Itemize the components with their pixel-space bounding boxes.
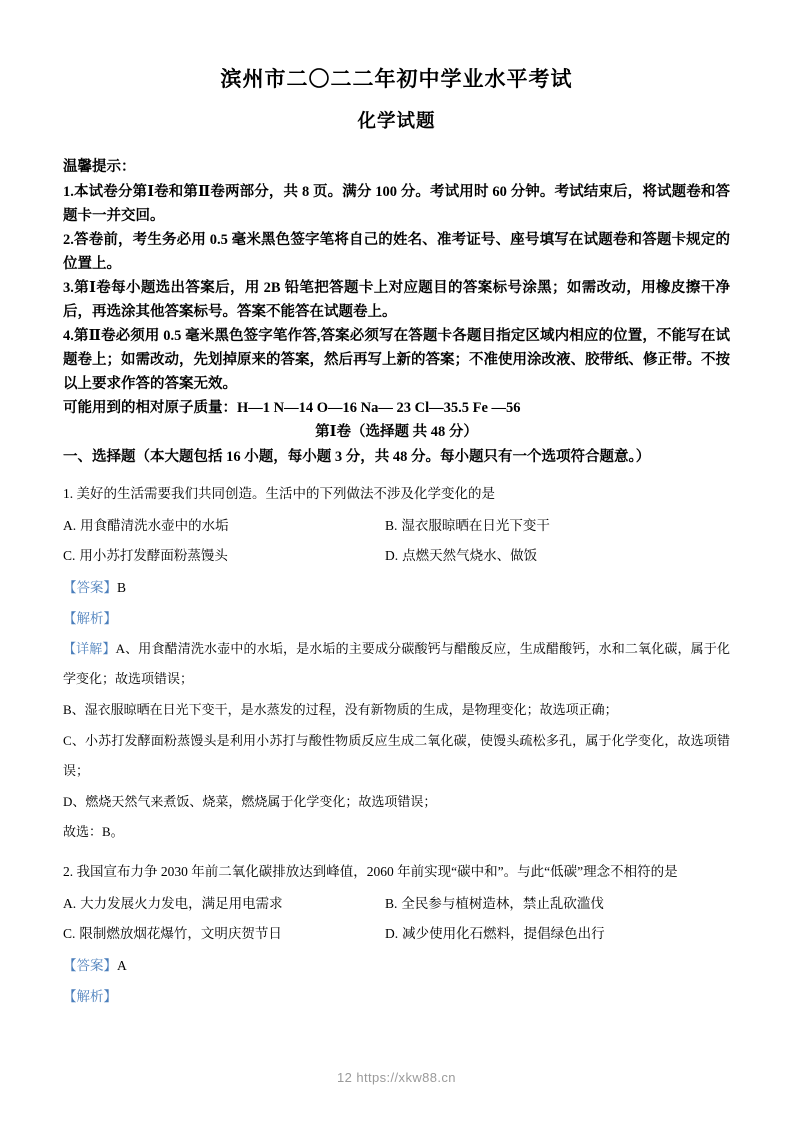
analysis-paragraph: D、燃烧天然气来煮饭、烧菜，燃烧属于化学变化；故选项错误； — [63, 793, 437, 809]
atomic-mass-line: 可能用到的相对原子质量：H—1 N—14 O—16 Na— 23 Cl—35.5 Fe —56 — [63, 400, 521, 417]
option-d[interactable] — [385, 919, 730, 949]
analysis-paragraph — [63, 634, 730, 695]
notice-label: 温馨提示： — [63, 159, 136, 176]
answer-line — [63, 572, 730, 603]
option-letter: A. — [63, 896, 77, 912]
option-text: 限制燃放烟花爆竹，文明庆贺节日 — [79, 926, 282, 942]
option-text: 全民参与植树造林，禁止乱砍滥伐 — [401, 896, 604, 912]
detail-tag: 【详解】 — [63, 640, 116, 656]
analysis-tag: 【解析】 — [63, 988, 117, 1004]
question-options — [63, 889, 730, 950]
option-letter: C. — [63, 548, 76, 564]
option-c[interactable] — [63, 919, 385, 949]
option-letter: B. — [385, 896, 398, 912]
option-letter: D. — [385, 926, 399, 942]
option-row — [63, 541, 730, 571]
analysis-text: A、用食醋清洗水壶中的水垢，是水垢的主要成分碳酸钙与醋酸反应，生成醋酸钙，水和二氧化碳，属于化学变化；故选项错误； — [63, 640, 730, 687]
option-text: 大力发展火力发电，满足用电需求 — [80, 896, 283, 912]
answer-line — [63, 950, 730, 981]
notice-block — [63, 156, 730, 420]
page-footer: 12 https://xkw88.cn — [337, 1070, 456, 1085]
question-1 — [63, 481, 730, 848]
option-c[interactable] — [63, 541, 385, 571]
option-letter: D. — [385, 548, 399, 564]
analysis-header — [63, 981, 730, 1012]
page-title: 滨州市二〇二二年初中学业水平考试 — [220, 67, 573, 91]
option-row — [63, 511, 730, 541]
notice-item-4: 4.第Ⅱ卷必须用 0.5 毫米黑色签字笔作答,答案必须写在答题卡各题目指定区域内相应的位置，不能写在试题卷上；如需改动，先划掉原来的答案，然后再写上新的答案；不准使用涂改液、胶带纸、修正带。不按以上要求作答的答案无效。 — [63, 328, 730, 393]
notice-item-3: 3.第Ⅰ卷每小题选出答案后，用 2B 铅笔把答题卡上对应题目的答案标号涂黑；如需改动，用橡皮擦干净后，再选涂其他答案标号。答案不能答在试题卷上。 — [63, 280, 730, 321]
option-a[interactable] — [63, 511, 385, 541]
answer-value: A — [117, 957, 127, 973]
notice-item-2: 2.答卷前，考生务必用 0.5 毫米黑色签字笔将自己的姓名、准考证号、座号填写在试题卷和答题卡规定的位置上。 — [63, 231, 730, 273]
option-text: 用小苏打发酵面粉蒸馒头 — [79, 548, 228, 564]
analysis-header — [63, 603, 730, 634]
option-row — [63, 919, 730, 949]
option-a[interactable] — [63, 889, 385, 919]
question-options — [63, 511, 730, 572]
question-2 — [63, 859, 730, 1012]
option-row — [63, 889, 730, 919]
answer-tag: 【答案】 — [63, 957, 117, 973]
option-b[interactable] — [385, 889, 730, 919]
analysis-tag: 【解析】 — [63, 610, 117, 626]
option-text: 用食醋清洗水壶中的水垢 — [80, 518, 229, 534]
page-subtitle: 化学试题 — [357, 112, 436, 133]
option-letter: B. — [385, 518, 398, 534]
question-stem: 2. 我国宣布力争 2030 年前二氧化碳排放达到峰值，2060 年前实现“碳中和”。与此“低碳”理念不相符的是 — [63, 863, 678, 879]
analysis-paragraph: C、小苏打发酵面粉蒸馒头是利用小苏打与酸性物质反应生成二氧化碳，使馒头疏松多孔，属于化学变化，故选项错误； — [63, 732, 730, 779]
option-letter: C. — [63, 926, 76, 942]
paper-part-title: 第Ⅰ卷（选择题 共 48 分） — [315, 424, 478, 441]
question-stem: 1. 美好的生活需要我们共同创造。生活中的下列做法不涉及化学变化的是 — [63, 485, 495, 501]
analysis-conclusion: 故选：B。 — [63, 824, 124, 840]
option-b[interactable] — [385, 511, 730, 541]
option-d[interactable] — [385, 541, 730, 571]
section-heading-choice: 一、选择题（本大题包括 16 小题，每小题 3 分，共 48 分。每小题只有一个选项符合题意。） — [63, 449, 651, 466]
option-letter: A. — [63, 518, 77, 534]
answer-tag: 【答案】 — [63, 579, 117, 595]
option-text: 点燃天然气烧水、做饭 — [402, 548, 538, 564]
notice-item-1: 1.本试卷分第Ⅰ卷和第Ⅱ卷两部分，共 8 页。满分 100 分。考试用时 60 分钟。考试结束后，将试题卷和答题卡一并交回。 — [63, 183, 730, 224]
option-text: 湿衣服晾晒在日光下变干 — [401, 518, 550, 534]
analysis-paragraph: B、湿衣服晾晒在日光下变干，是水蒸发的过程，没有新物质的生成，是物理变化；故选项正确； — [63, 701, 618, 717]
option-text: 减少使用化石燃料，提倡绿色出行 — [402, 926, 605, 942]
answer-value: B — [117, 579, 127, 595]
